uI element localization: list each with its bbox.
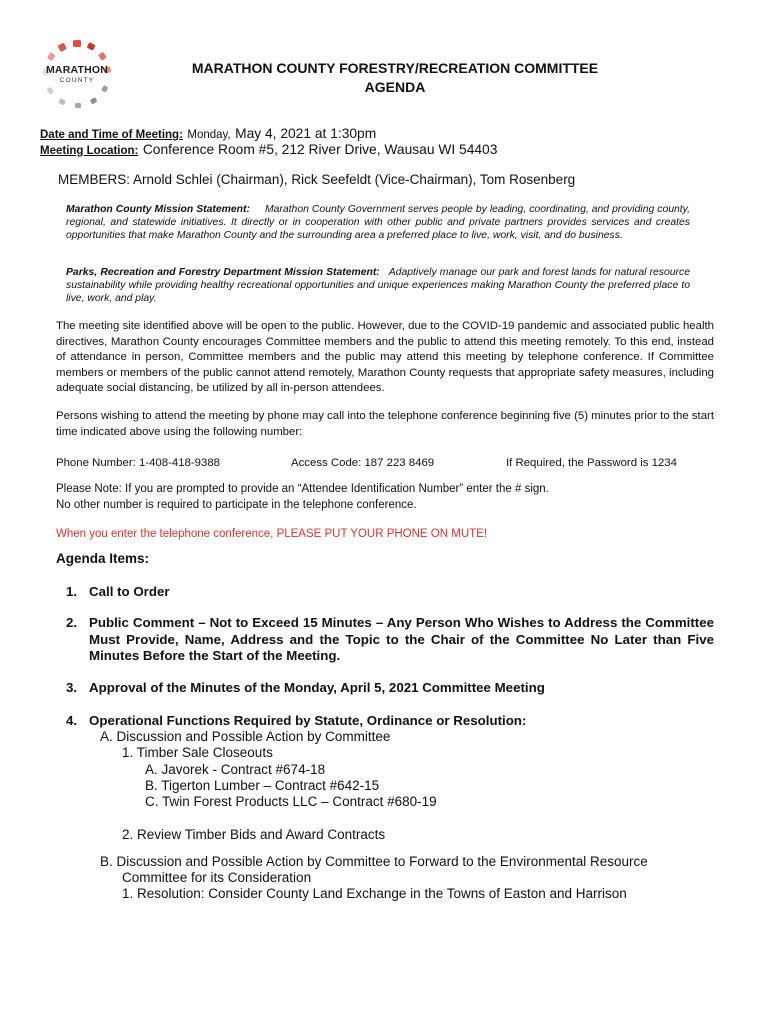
- date-day: Monday,: [187, 129, 231, 141]
- agenda-item-number: 2.: [66, 615, 78, 630]
- county-mission: [66, 203, 690, 242]
- agenda-item-text: Public Comment – Not to Exceed 15 Minutes – Any Person Who Wishes to Address the Committee Must Provide, Name, Address and the Topic to the Chair of the Committee No Later than Five Minutes Before the Start of the Meeting.: [89, 615, 714, 663]
- agenda-item-number: 3.: [66, 680, 78, 695]
- dept-mission: [66, 266, 690, 305]
- note-line-1: Please Note: If you are prompted to provide an “Attendee Identification Number” enter the # sign.: [56, 483, 549, 495]
- date-label: Date and Time of Meeting:: [40, 129, 183, 141]
- subitem-a1c: C. Twin Forest Products LLC – Contract #680-19: [145, 794, 437, 809]
- agenda-item-text: Approval of the Minutes of the Monday, April 5, 2021 Committee Meeting: [89, 680, 545, 695]
- subitem-a: A. Discussion and Possible Action by Committee: [100, 729, 391, 744]
- agenda-heading: Agenda Items:: [56, 551, 150, 566]
- location-label: Meeting Location:: [40, 145, 139, 157]
- members-line: MEMBERS: Arnold Schlei (Chairman), Rick Seefeldt (Vice-Chairman), Tom Rosenberg: [58, 172, 576, 187]
- password: If Required, the Password is 1234: [506, 457, 677, 469]
- logo-subword: COUNTY: [59, 77, 95, 84]
- note-line-2: No other number is required to participate in the telephone conference.: [56, 499, 417, 511]
- meeting-location-row: [40, 141, 497, 159]
- dept-mission-label: Parks, Recreation and Forestry Department Mission Statement:: [66, 267, 380, 278]
- phone-number: Phone Number: 1-408-418-9388: [56, 457, 221, 469]
- agenda-item-text: Operational Functions Required by Statute, Ordinance or Resolution:: [89, 713, 527, 728]
- county-mission-label: Marathon County Mission Statement:: [66, 204, 250, 215]
- mute-notice: When you enter the telephone conference, PLEASE PUT YOUR PHONE ON MUTE!: [56, 528, 488, 540]
- subitem-b1: 1. Resolution: Consider County Land Exchange in the Towns of Easton and Harrison: [122, 886, 627, 901]
- subitem-a1: 1. Timber Sale Closeouts: [122, 745, 273, 760]
- subitem-a1a: A. Javorek - Contract #674-18: [145, 762, 326, 777]
- subitem-b-cont: Committee for its Consideration: [122, 870, 312, 885]
- agenda-item-text: Call to Order: [89, 584, 170, 599]
- logo-wordmark: MARATHON: [45, 64, 109, 76]
- page-title: MARATHON COUNTY FORESTRY/RECREATION COMMITTEE: [191, 60, 599, 76]
- covid-paragraph: The meeting site identified above will be open to the public. However, due to the COVID-19 pandemic and associated public health directives, Marathon County encourages Committee members and the public to attend this meeting remotely. To this end, instead of attendance in person, Committee members and the public may attend this meeting by telephone conference. If Committee members or members of the public cannot attend remotely, Marathon County requests that appropriate safety measures, including adequate social distancing, be utilized by all in-person attendees.: [56, 320, 714, 394]
- subitem-a2: 2. Review Timber Bids and Award Contracts: [122, 827, 386, 842]
- subitem-a1b: B. Tigerton Lumber – Contract #642-15: [145, 778, 380, 793]
- page-subtitle: AGENDA: [364, 79, 426, 95]
- agenda-item-number: 4.: [66, 713, 78, 728]
- dept-mission-text: Adaptively manage our park and forest lands for natural resource sustainability while providing healthy recreational opportunities and unique experiences making Marathon County the preferred place to live, work, and play.: [66, 267, 690, 304]
- county-mission-text: Marathon County Government serves people by leading, coordinating, and providing county, regional, and statewide initiatives. It directly or in cooperation with other public and private partners provides services and creates opportunities that make Marathon County and the surrounding area a preferred place to live, work, visit, and do business.: [66, 204, 690, 241]
- access-code: Access Code: 187 223 8469: [291, 457, 435, 469]
- subitem-b: B. Discussion and Possible Action by Committee to Forward to the Environmental Resource: [100, 854, 648, 869]
- phone-paragraph: Persons wishing to attend the meeting by phone may call into the telephone conference beginning five (5) minutes prior to the start time indicated above using the following number:: [56, 410, 714, 438]
- location-value: Conference Room #5, 212 River Drive, Wausau WI 54403: [142, 142, 498, 157]
- date-value: May 4, 2021 at 1:30pm: [235, 126, 377, 141]
- agenda-item-number: 1.: [66, 584, 78, 599]
